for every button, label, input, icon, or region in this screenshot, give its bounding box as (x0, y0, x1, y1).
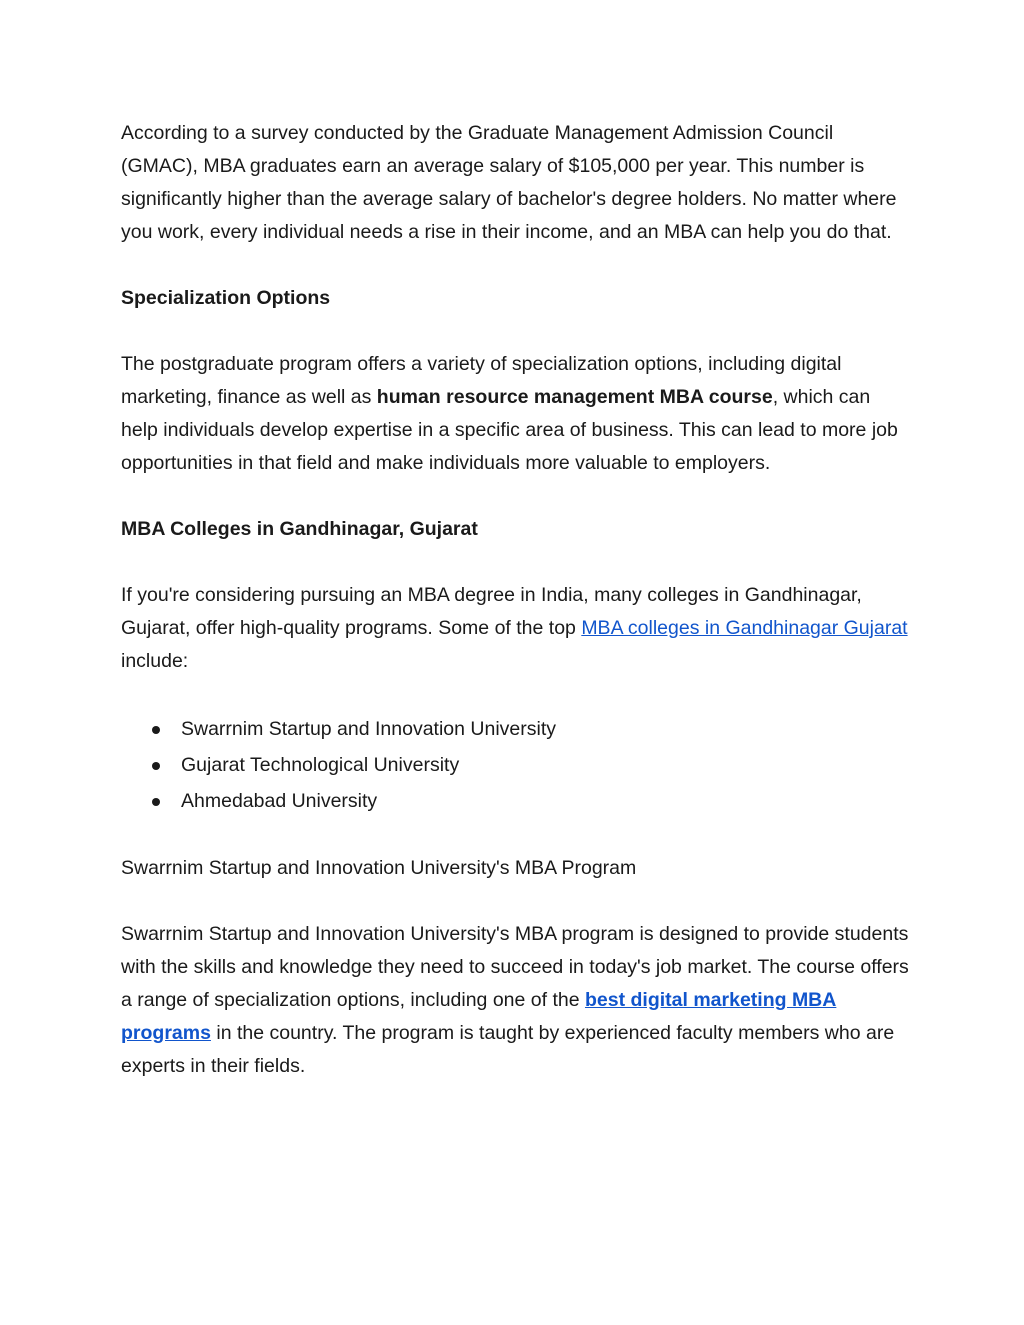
paragraph-ssiu-text-start: Swarrnim Startup and Innovation University's MBA program is designed to provide students with the skills and knowledge they need to succeed in today's job market. The course offers a range of specialization options, including one of the (121, 923, 909, 1011)
document-body (121, 117, 911, 1083)
heading-mba-colleges: MBA Colleges in Gandhinagar, Gujarat (121, 518, 478, 540)
college-list (121, 711, 911, 819)
subheading-ssiu-mba-program: Swarrnim Startup and Innovation University's MBA Program (121, 857, 637, 879)
list-item-label: Ahmedabad University (181, 790, 378, 812)
bold-hr-mba-course: human resource management MBA course (376, 386, 773, 408)
paragraph-colleges (121, 579, 911, 678)
heading-specialization-options: Specialization Options (121, 287, 331, 309)
list-item (152, 783, 911, 819)
paragraph-salary: According to a survey conducted by the Graduate Management Admission Council (GMAC), MBA graduates earn an average salary of $105,000 per year. This number is significantly higher than the average salary of bachelor's degree holders. No matter where you work, every individual needs a rise in their income, and an MBA can help you do that. (121, 122, 897, 243)
list-item-label: Gujarat Technological University (181, 754, 460, 776)
paragraph-specialization-text-end: , which can help individuals develop expertise in a specific area of business. This can lead to more job opportunities in that field and make individuals more valuable to employers. (121, 386, 898, 474)
bullet-icon (152, 726, 160, 734)
bullet-icon (152, 762, 160, 770)
paragraph-ssiu-program (121, 918, 911, 1083)
paragraph-colleges-text-start: If you're considering pursuing an MBA degree in India, many colleges in Gandhinagar, Gujarat, offer high-quality programs. Some of the top (121, 584, 862, 639)
paragraph-specialization (121, 348, 911, 480)
paragraph-ssiu-text-end: in the country. The program is taught by experienced faculty members who are experts in their fields. (121, 1022, 895, 1077)
paragraph-specialization-text-start: The postgraduate program offers a variety of specialization options, including digital marketing, finance as well as (121, 353, 842, 408)
list-item (152, 711, 911, 747)
bullet-icon (152, 798, 160, 806)
paragraph-colleges-text-end: include: (121, 650, 189, 672)
link-mba-colleges-gandhinagar[interactable]: MBA colleges in Gandhinagar Gujarat (581, 617, 908, 639)
list-item-label: Swarrnim Startup and Innovation University (181, 718, 557, 740)
list-item (152, 747, 911, 783)
link-best-digital-marketing-mba[interactable]: best digital marketing MBA programs (121, 989, 837, 1044)
